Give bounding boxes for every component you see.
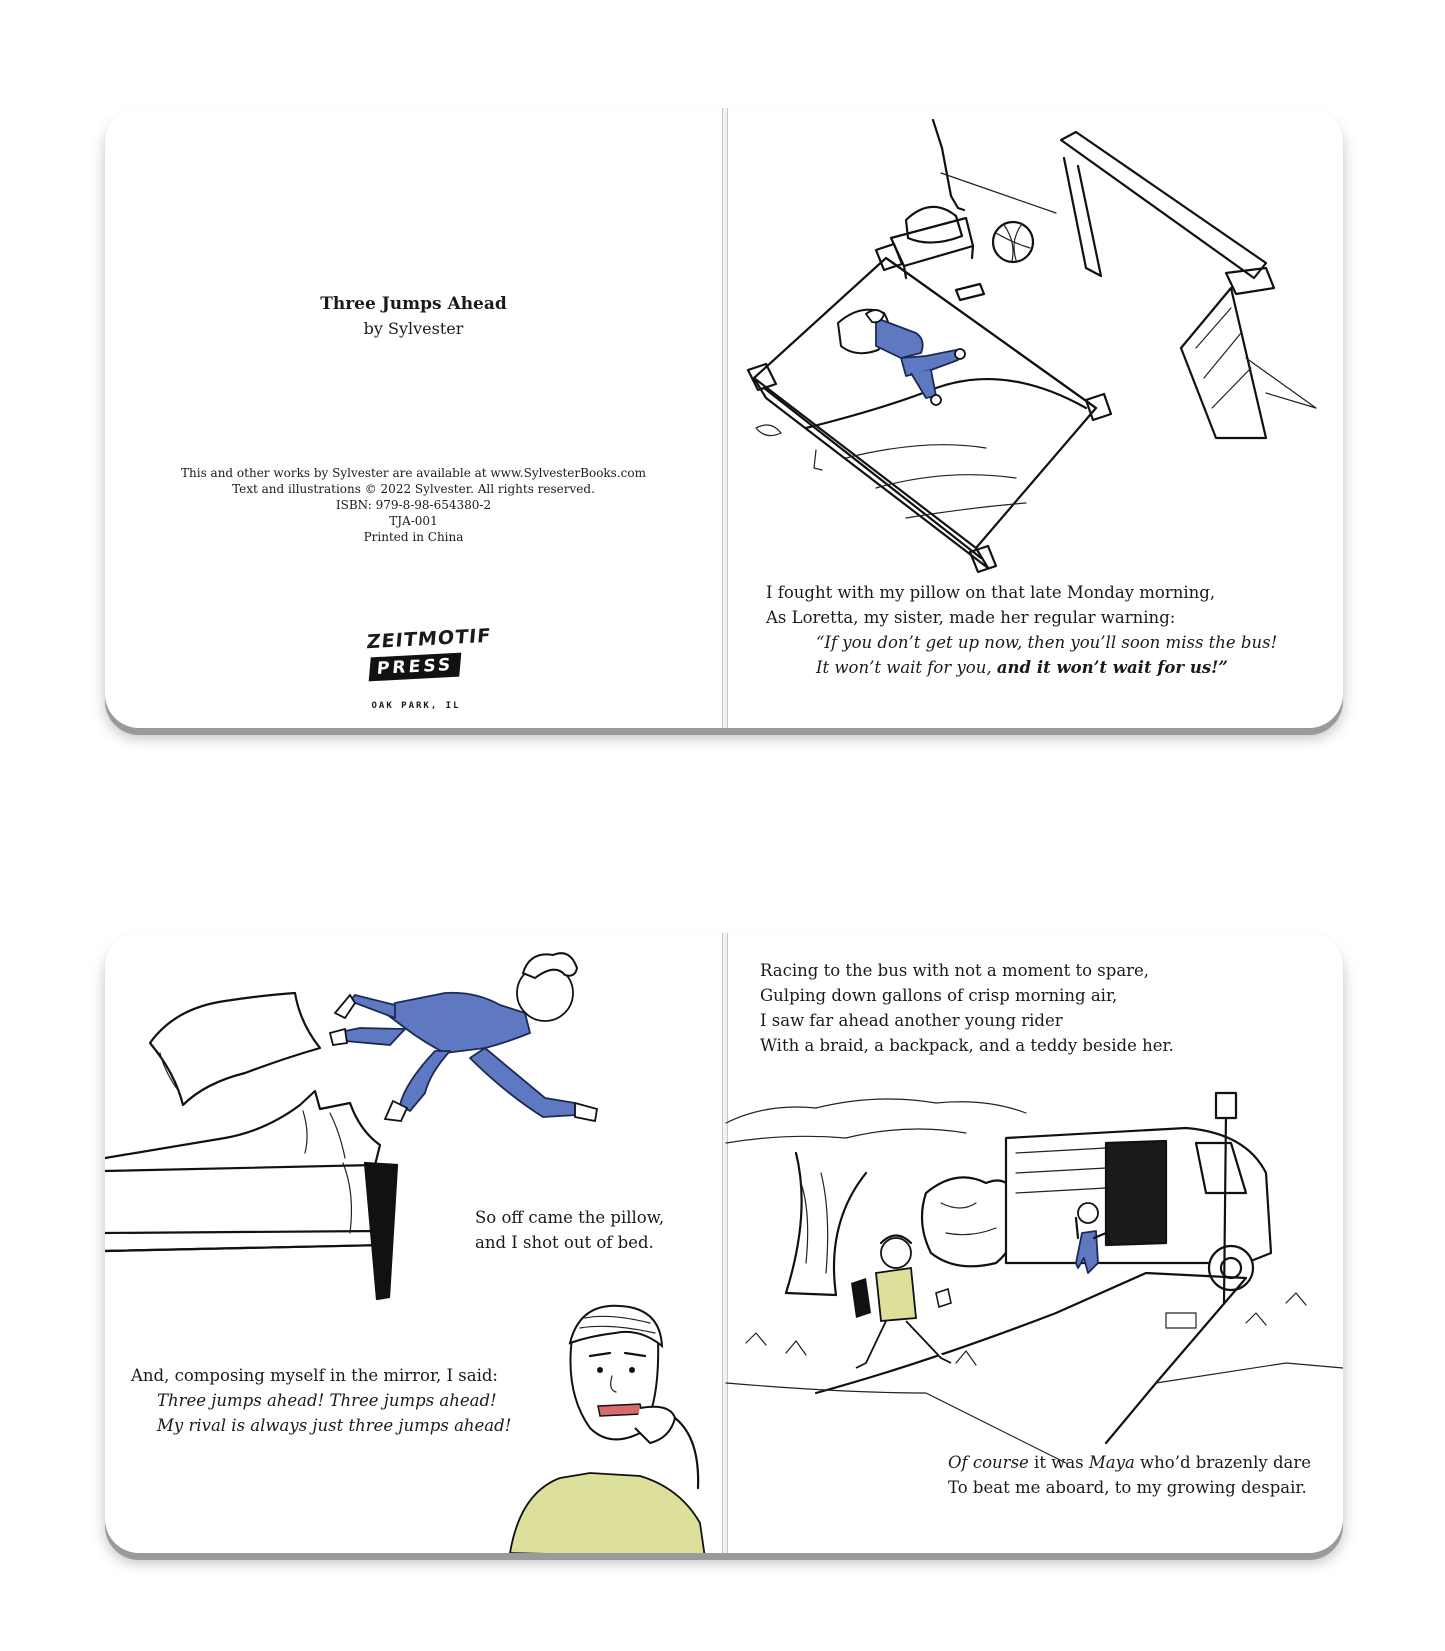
- page2-line4: Three jumps ahead! Three jumps ahead!: [157, 1391, 497, 1410]
- page3-line5: [948, 1450, 1311, 1476]
- page3-line5-text: it was: [1028, 1453, 1089, 1472]
- credit-line: Text and illustrations © 2022 Sylvester. All rights reserved.: [232, 482, 595, 496]
- book-title: Three Jumps Ahead: [320, 294, 507, 314]
- page2-line1: So off came the pillow,: [475, 1208, 665, 1227]
- page3-line3: I saw far ahead another young rider: [760, 1011, 1063, 1030]
- page-3: [726, 933, 1343, 1553]
- page1-line1: I fought with my pillow on that late Monday morning,: [766, 583, 1216, 602]
- page3-line6: To beat me aboard, to my growing despair.: [948, 1478, 1307, 1497]
- page3-line5-emphasis: Of course: [948, 1453, 1029, 1472]
- title-page: [105, 108, 722, 728]
- page1-line4-emphasis: and it won’t wait for us!”: [996, 658, 1228, 677]
- publisher-logo: [363, 624, 493, 728]
- book-author: by Sylvester: [363, 319, 464, 338]
- credit-line: Printed in China: [363, 530, 464, 544]
- spread-2: [105, 933, 1343, 1553]
- page2-line5: My rival is always just three jumps ahead!: [157, 1416, 512, 1435]
- page2-line2: and I shot out of bed.: [475, 1233, 654, 1252]
- publisher-location: OAK PARK, IL: [371, 701, 461, 711]
- page-1: [726, 108, 1343, 728]
- credit-line: ISBN: 979-8-98-654380-2: [335, 498, 492, 512]
- bus-stop-illustration: [726, 1063, 1343, 1463]
- spread-1: [105, 108, 1343, 728]
- page3-line5-name: Maya: [1088, 1453, 1135, 1472]
- credit-line: TJA-001: [389, 514, 438, 528]
- page-2: [105, 933, 722, 1553]
- page2-line3: And, composing myself in the mirror, I said:: [131, 1366, 498, 1385]
- page3-line5-end: who’d brazenly dare: [1134, 1453, 1312, 1472]
- publisher-logo-line2: PRESS: [369, 653, 462, 682]
- page3-line1: Racing to the bus with not a moment to spare,: [760, 961, 1150, 980]
- toothbrush-illustration: [500, 1298, 730, 1553]
- publisher-logo-line1: ZEITMOTIF: [365, 624, 493, 654]
- page1-line4: [816, 655, 1228, 681]
- bed-illustration: [726, 108, 1343, 568]
- page3-line4: With a braid, a backpack, and a teddy beside her.: [760, 1036, 1174, 1055]
- page1-line4-start: It won’t wait for you,: [816, 658, 997, 677]
- page3-line2: Gulping down gallons of crisp morning air,: [760, 986, 1118, 1005]
- page1-line3: “If you don’t get up now, then you’ll soon miss the bus!: [816, 633, 1278, 652]
- page1-line2: As Loretta, my sister, made her regular warning:: [766, 608, 1176, 627]
- credit-line: This and other works by Sylvester are available at www.SylvesterBooks.com: [181, 466, 646, 480]
